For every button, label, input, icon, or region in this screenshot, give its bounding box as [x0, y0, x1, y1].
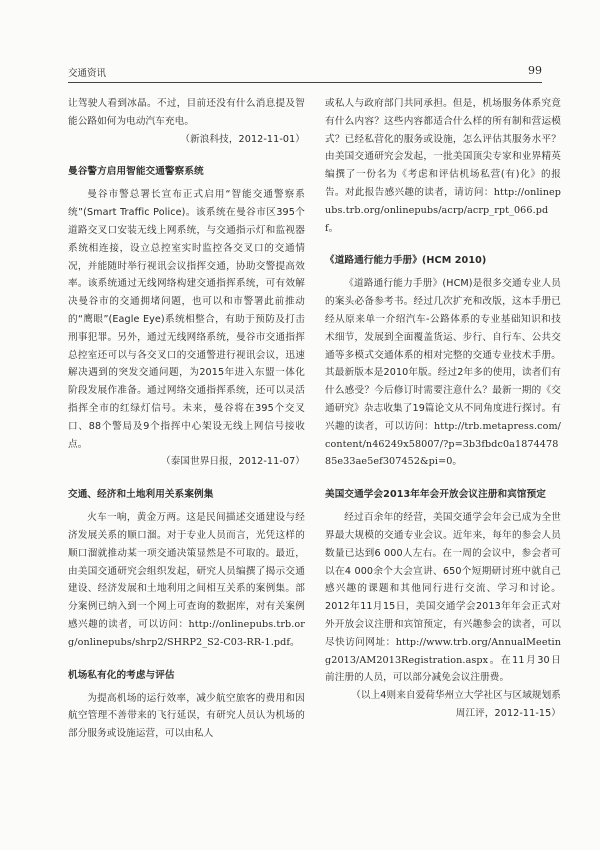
credit-line-1: （以上4则来自爱荷华州立大学社区与区域规划系 — [351, 690, 561, 702]
page-header — [68, 64, 542, 83]
article-url[interactable]: http://onlinepubs.trb.org/onlinepubs/shrp2/SHRP2_S2-C03-RR-1.pdf。 — [68, 618, 305, 648]
intro-fragment — [68, 95, 305, 148]
article-body — [325, 95, 561, 237]
article-body: 曼谷市警总署长宣布正式启用“智能交通警察系统”(Smart Traffic Police)。该系统在曼谷市区395个道路交叉口安装无线上网系统，与交通指示灯和监视器系统相连接，设立总控室实时监控各交叉口的交通情况，并能随时举行视讯会议指挥交通，协助交警提高效率。该系统通过无线网络构建交通指挥系统，可有效解决曼谷市的交通拥堵问题，也可以和市警署此前推动的“鹰眼”(Eagle Eye)系统相整合，有助于预防及打击刑事犯罪。另外，通过无线网络系统，曼谷市交通指挥总控室还可以与各交叉口的交通警进行视讯会议，迅速解决遇到的突发交通问题，为2015年进入东盟一体化阶段发展作准备。通过网络交通指挥系统，还可以灵活指挥全市的红绿灯信号。未来，曼谷将在395个交叉口、88个警局及9个指挥中心架设无线上网信号接收点。 — [68, 189, 305, 450]
page-number: 99 — [528, 64, 542, 77]
credit-line-2: 周江评，2012-11-15） — [455, 707, 561, 719]
article-hcm-2010 — [325, 253, 561, 471]
article-case-collection — [68, 487, 305, 651]
article-url[interactable]: http://onlinepubs.trb.org/onlinepubs/acrp/acrp_rpt_066.pdf。 — [325, 186, 561, 234]
article-title: 曼谷警方启用智能交通警察系统 — [68, 166, 204, 178]
article-title: 美国交通学会2013年年会开放会议注册和宾馆预定 — [325, 489, 546, 501]
article-title: 机场私有化的考虑与评估 — [68, 669, 175, 681]
article-body — [325, 275, 561, 471]
article-body-tail: 在11月30日前注册的人员，可以部分减免会议注册费。 — [325, 654, 561, 684]
article-trb-annual-meeting — [325, 487, 561, 723]
article-body: 为提高机场的运行效率，减少航空旅客的费用和因航空管理不善带来的飞行延误，有研究人员认为机场的部分服务或设施运营，可以由私人 — [68, 692, 305, 740]
right-column — [325, 95, 561, 739]
article-title: 交通、经济和土地利用关系案例集 — [68, 489, 214, 501]
article-airport-privatization — [68, 668, 305, 743]
section-title: 交通资讯 — [68, 68, 107, 79]
article-title: 《道路通行能力手册》(HCM 2010) — [325, 255, 487, 267]
article-body — [68, 509, 305, 651]
left-column — [68, 95, 305, 759]
article-body-text: 或私人与政府部门共同承担。但是，机场服务体系究竟有什么内容？这些内容都适合什么样的所有制和营运模式？已经私营化的服务或设施，怎么评估其服务水平？由美国交通研究会发起，一批美国顶尖专家和业界精英编撰了一份名为《考虑和评估机场私营(有)化》的报告。对此报告感兴趣的读者，请访问： — [325, 98, 561, 198]
intro-text: 让驾驶人看到冰晶。不过，目前还没有什么消息提及智能公路如何为电动汽车充电。 — [68, 98, 305, 127]
article-source: （泰国世界日报，2012-11-07） — [161, 456, 305, 468]
article-body-text: 经过百余年的经营，美国交通学会年会已成为全世界最大规模的交通专业会议。近年来，每年的参会人员数量已达到6 000人左右。在一周的会议中，参会者可以在4 000余个大会宣讲、650个短期研讨班中就自己感兴趣的课题和其他同行进行交流、学习和讨论。2012年11月15日，美国交通学会2013年年会正式对外开放会议注册和宾馆预定，有兴趣参会的读者，可以尽快访问网址： — [325, 512, 561, 648]
article-body — [325, 509, 561, 687]
article-url[interactable]: http://trb.metapress.com/content/n46249x58007/?p=3b3fbdc0a187447885e33ae5ef307452&pi=0。 — [325, 420, 561, 468]
article-body-text: 《道路通行能力手册》(HCM)是很多交通专业人员的案头必备参考书。经过几次扩充和改版，这本手册已经从原来单一介绍汽车-公路体系的专业基础知识和技术细节，发展到全面覆盖货运、步行、自行车、公共交通等多模式交通体系的相对完整的交通专业技术手册。其最新版本是2010年版。经过2年多的使用，读者们有什么感受？今后修订时需要注意什么？最新一期的《交通研究》杂志收集了19篇论文从不同角度进行探讨。有兴趣的读者，可以访问： — [325, 278, 561, 432]
article-airport-privatization-cont — [325, 95, 561, 237]
article-body-text: 火车一响，黄金万两。这是民间描述交通建设与经济发展关系的顺口溜。对于专业人员而言，光凭这样的顺口溜就推动某一项交通决策显然是不可取的。最近，由美国交通研究会组织发起，研究人员编撰了揭示交通建设、经济发展和土地利用之间相互关系的案例集。部分案例已纳入到一个网上可查询的数据库，对有关案例感兴趣的读者，可以访问： — [68, 512, 305, 630]
article-bangkok-police — [68, 164, 305, 471]
article-url[interactable]: http://www.trb.org/AnnualMeeting2013/AM2013Registration.aspx。 — [325, 636, 561, 666]
intro-source: （新浪科技，2012-11-01） — [180, 133, 305, 145]
